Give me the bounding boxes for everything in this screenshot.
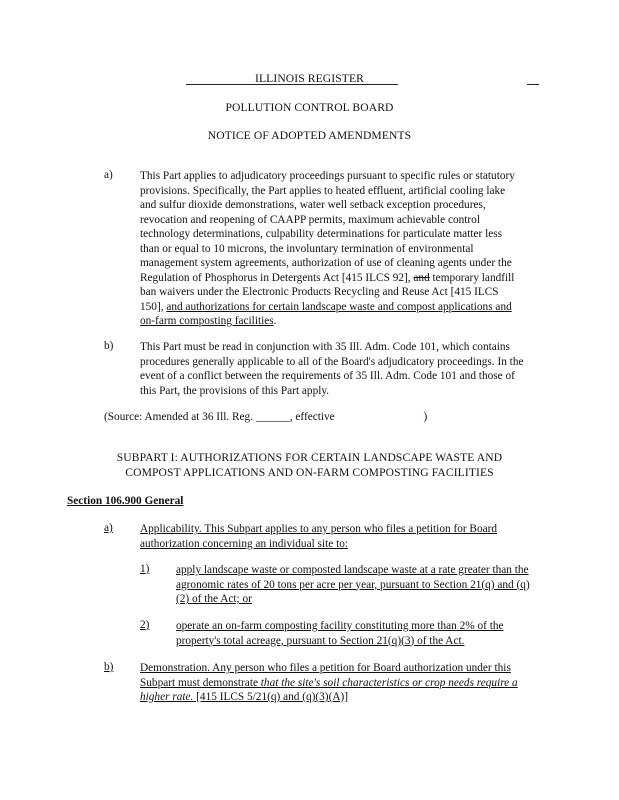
para-a-text <box>140 169 524 329</box>
item-1-text: apply landscape waste or composted landscape waste at a rate greater than the agronomic rates of 20 tons per acre per year, pursuant to Section 21(q) and (q)(2) of the Act; or <box>176 564 530 605</box>
item-2-label: 2) <box>140 619 150 631</box>
source-end: ) <box>423 411 428 423</box>
sub-b-label: b) <box>104 661 114 673</box>
source-prefix: (Source: Amended at 36 Ill. Reg. <box>104 411 256 423</box>
board-title: POLLUTION CONTROL BOARD <box>225 101 394 114</box>
para-a-main: This Part applies to adjudicatory proceedings pursuant to specific rules or statutory provisions. Specifically, the Part applies to heated effluent, artificial cooling lake and sulfur dioxide demonstrations, water well setback exception procedures, revocation and reopening of CAAPP permits, maximum achievable control technology determinations, culpability determinations for particulate matter less than or equal to 10 microns, the involuntary termination of environmental management system agreements, authorization of use of cleaning agents under the Regulation of Phosphorus in Detergents Act [415 ILCS 92], <box>140 170 515 284</box>
para-a-label: a) <box>104 169 113 181</box>
source-middle: , effective <box>289 411 338 423</box>
para-a-struck: and <box>413 271 430 284</box>
para-a-end: . <box>273 315 277 327</box>
section-title: Section 106.900 General <box>67 495 184 507</box>
sub-b-text <box>140 661 524 705</box>
para-b-text: This Part must be read in conjunction with 35 Ill. Adm. Code 101, which contains procedures generally applicable to all of the Board's adjudicatory proceedings. In the event of a conflict between the requirements of 35 Ill. Adm. Code 101 and those of this Part, the provisions of this Part apply. <box>140 341 524 397</box>
subpart-line-2: COMPOST APPLICATIONS AND ON-FARM COMPOSTING FACILITIES <box>125 466 494 479</box>
sub-a-text <box>140 522 524 551</box>
item-2-text: operate an on-farm composting facility constituting more than 2% of the property's total acreage, pursuant to Section 21(q)(3) of the Act. <box>176 620 504 647</box>
notice-title: NOTICE OF ADOPTED AMENDMENTS <box>207 129 412 142</box>
sub-a-label: a) <box>104 522 113 534</box>
para-a-added: and authorizations for certain landscape waste and compost applications and on-farm composting facilities <box>140 300 512 327</box>
source-note <box>104 410 544 425</box>
sub-b-italic: that the site's soil characteristics or crop needs require a higher rate. <box>140 676 518 703</box>
sub-a-heading: Applicability. <box>140 523 202 535</box>
para-a-cont: temporary landfill ban waivers under the Electronic Products Recycling and Reuse Act [415 ILCS 150], <box>140 271 515 313</box>
sub-b-heading: Demonstration. <box>140 662 210 674</box>
sub-b-body: Any person who files a petition for Board authorization under this Subpart must demonstrate <box>140 662 511 689</box>
register-title: ILLINOIS REGISTER <box>255 72 364 85</box>
para-b-label: b) <box>104 340 114 352</box>
sub-a-body: This Subpart applies to any person who files a petition for Board authorization concerning an individual site to: <box>140 523 498 550</box>
source-blank: ______ <box>255 411 290 423</box>
item-1-label: 1) <box>140 563 150 575</box>
subpart-line-1: SUBPART I: AUTHORIZATIONS FOR CERTAIN LANDSCAPE WASTE AND <box>116 451 503 464</box>
sub-b-cite: [415 ILCS 5/21(q) and (q)(3)(A)] <box>193 691 349 703</box>
